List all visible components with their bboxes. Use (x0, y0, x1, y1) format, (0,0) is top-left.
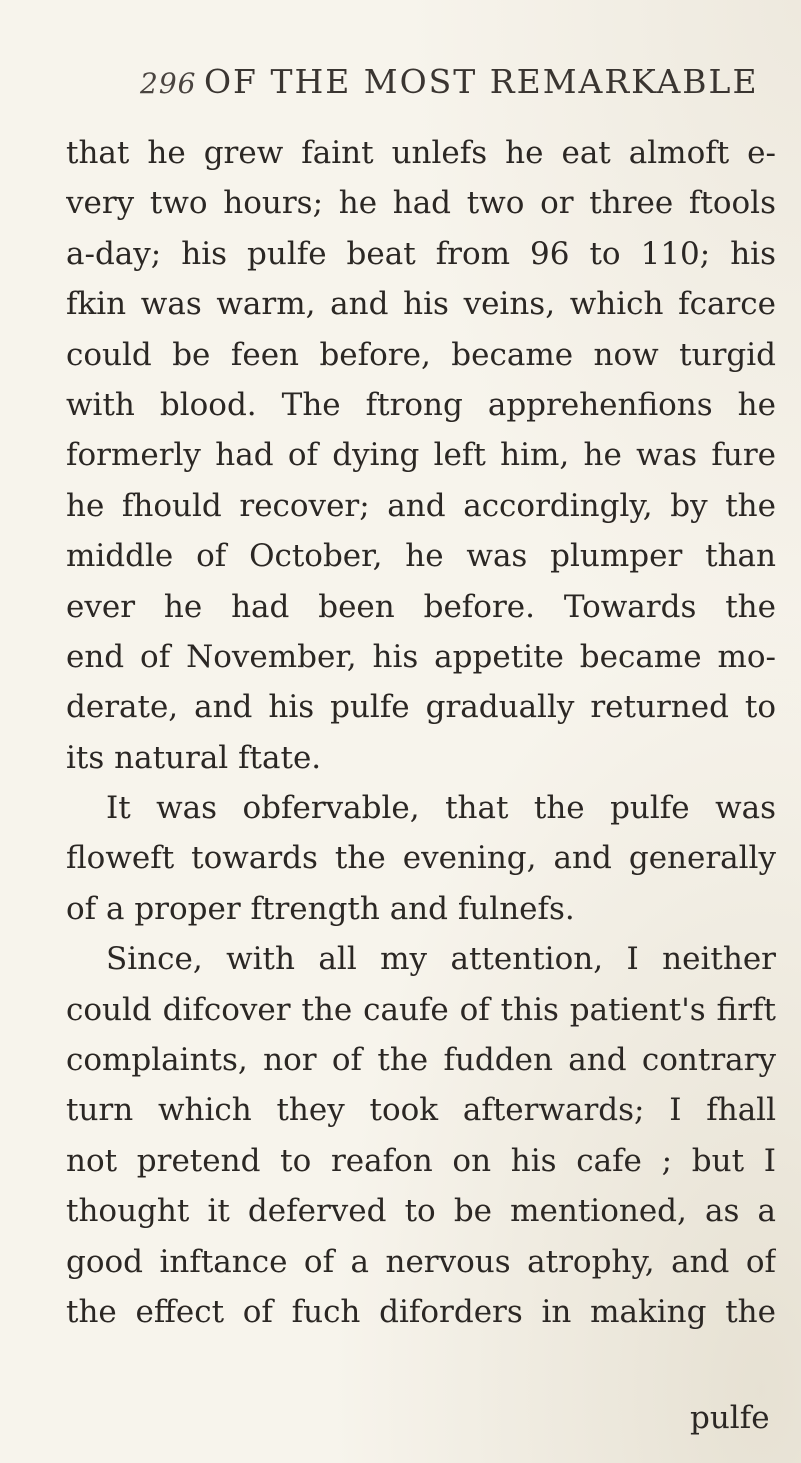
text-line: fkin was warm, and his veins, which fcarce (66, 286, 776, 323)
text-line: turn which they took afterwards; I fhall (66, 1092, 776, 1129)
text-line: he fhould recover; and accordingly, by the (66, 487, 776, 524)
text-line: the effect of fuch diforders in making the (66, 1293, 776, 1330)
running-head (140, 62, 780, 110)
text-line: of a proper ftrength and fulnefs. (66, 890, 575, 927)
running-head-title: OF THE MOST REMARKABLE (204, 62, 759, 101)
text-line: complaints, nor of the fudden and contrary (66, 1042, 776, 1079)
page-number: 296 (140, 67, 197, 100)
text-line: a-day; his pulfe beat from 96 to 110; his (66, 235, 776, 272)
text-line: good inftance of a nervous atrophy, and of (66, 1243, 776, 1280)
text-line: floweft towards the evening, and generally (66, 840, 776, 877)
text-line: its natural ftate. (66, 739, 322, 776)
text-line: ever he had been before. Towards the (66, 588, 776, 625)
text-line: thought it deferved to be mentioned, as a (66, 1193, 776, 1230)
text-line: end of November, his appetite became mo- (66, 638, 776, 675)
text-line: that he grew faint unlefs he eat almoft e- (66, 135, 776, 171)
text-line: Since, with all my attention, I neither (106, 941, 776, 978)
text-line: with blood. The ftrong apprehenfions he (66, 386, 776, 423)
text-line: very two hours; he had two or three ftools (66, 185, 776, 222)
text-line: It was obfervable, that the pulfe was (106, 790, 776, 827)
text-line: middle of October, he was plumper than (66, 538, 776, 575)
catchword: pulfe (690, 1400, 770, 1436)
text-line: not pretend to reafon on his cafe ; but I (66, 1142, 776, 1179)
text-line: derate, and his pulfe gradually returned to (66, 689, 776, 726)
body-text (66, 128, 776, 1337)
text-line: could be feen before, became now turgid (66, 336, 776, 373)
text-line: formerly had of dying left him, he was fure (66, 437, 776, 474)
text-line: could difcover the caufe of this patient's firft (66, 991, 776, 1028)
